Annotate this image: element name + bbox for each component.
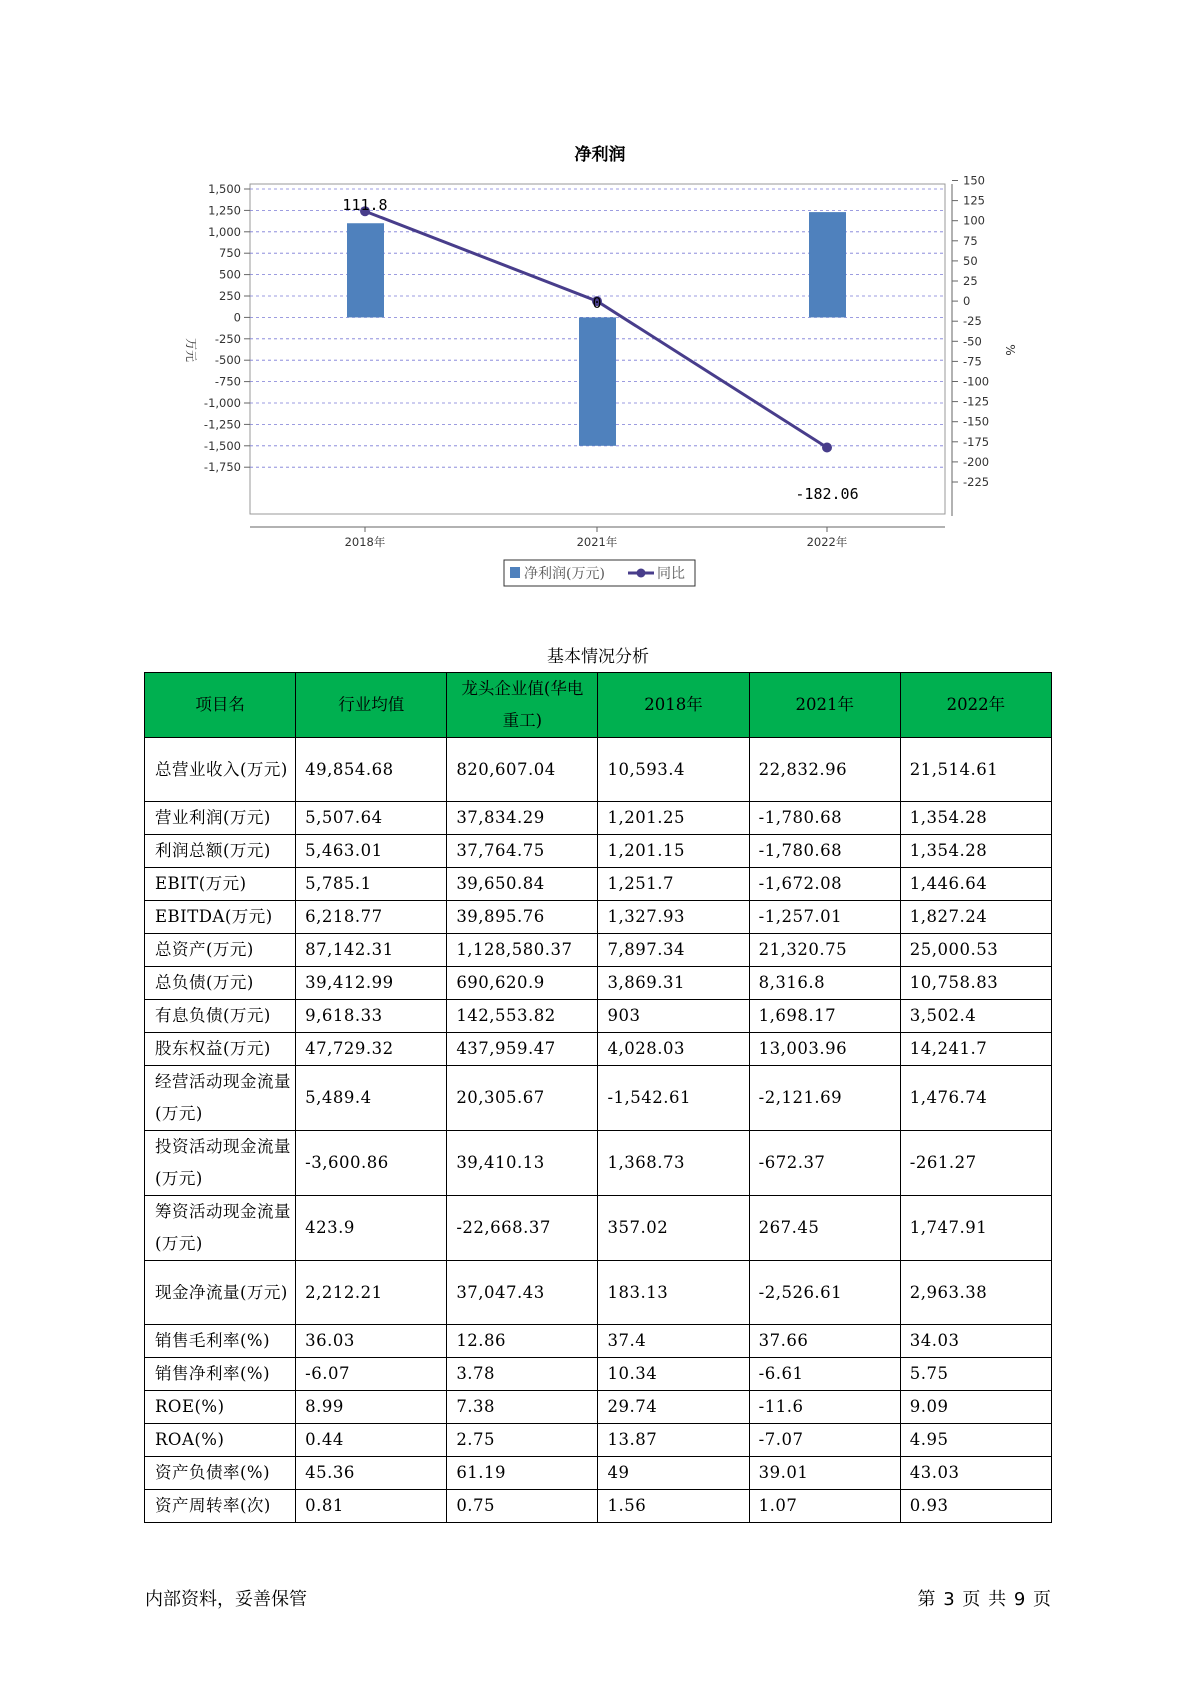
- value-cell: -11.6: [749, 1391, 900, 1424]
- value-cell: 45.36: [296, 1457, 447, 1490]
- row-label-cell: EBIT(万元): [145, 868, 296, 901]
- legend-bar-swatch: [510, 567, 520, 578]
- value-cell: 47,729.32: [296, 1033, 447, 1066]
- value-cell: 142,553.82: [447, 1000, 598, 1033]
- header-cell: 龙头企业值(华电重工): [447, 673, 598, 738]
- right-tick-label: -150: [963, 414, 990, 429]
- value-cell: 1,476.74: [900, 1066, 1051, 1131]
- bar-2022年: [809, 212, 846, 317]
- value-cell: 0.44: [296, 1424, 447, 1457]
- value-cell: 8,316.8: [749, 967, 900, 1000]
- value-cell: 21,320.75: [749, 934, 900, 967]
- row-label-cell: 营业利润(万元): [145, 802, 296, 835]
- row-label-cell: 筹资活动现金流量(万元): [145, 1196, 296, 1261]
- value-cell: 1,368.73: [598, 1131, 749, 1196]
- right-tick-label: -225: [963, 475, 990, 489]
- bar-2018年: [347, 223, 384, 317]
- row-label-cell: 投资活动现金流量(万元): [145, 1131, 296, 1196]
- row-label-cell: 资产周转率(次): [145, 1490, 296, 1523]
- row-label-cell: ROE(%): [145, 1391, 296, 1424]
- table-row: [145, 1358, 1052, 1391]
- value-cell: 1.56: [598, 1490, 749, 1523]
- row-label-cell: 销售毛利率(%): [145, 1325, 296, 1358]
- x-category-label: 2021年: [576, 535, 618, 549]
- right-tick-label: 125: [963, 193, 985, 208]
- value-cell: 267.45: [749, 1196, 900, 1261]
- right-tick-label: -125: [963, 394, 990, 409]
- right-tick-label: -100: [963, 374, 990, 389]
- left-axis-ticks: [204, 182, 250, 474]
- left-tick-label: -750: [214, 374, 241, 389]
- value-cell: 7.38: [447, 1391, 598, 1424]
- value-cell: 39,895.76: [447, 901, 598, 934]
- value-cell: 1,327.93: [598, 901, 749, 934]
- left-tick-label: -1,750: [203, 460, 241, 475]
- table-row: [145, 835, 1052, 868]
- table-row: [145, 1424, 1052, 1457]
- left-tick-label: 250: [219, 289, 241, 303]
- value-cell: 2,212.21: [296, 1261, 447, 1325]
- value-cell: 5,507.64: [296, 802, 447, 835]
- footer-page-number: 第 3 页 共 9 页: [917, 1589, 1051, 1610]
- value-cell: 5,785.1: [296, 868, 447, 901]
- row-label-cell: EBITDA(万元): [145, 901, 296, 934]
- value-cell: 61.19: [447, 1457, 598, 1490]
- basic-analysis-table: [144, 672, 1052, 1523]
- right-axis-ticks: [952, 174, 989, 517]
- table-caption: 基本情况分析: [547, 647, 649, 667]
- value-cell: 37.66: [749, 1325, 900, 1358]
- right-tick-label: -25: [963, 314, 982, 329]
- value-cell: 10,758.83: [900, 967, 1051, 1000]
- row-label-cell: 总营业收入(万元): [145, 738, 296, 802]
- table-row: [145, 1325, 1052, 1358]
- value-cell: 13,003.96: [749, 1033, 900, 1066]
- data-label: 0: [592, 294, 602, 312]
- value-cell: 437,959.47: [447, 1033, 598, 1066]
- value-cell: 1,354.28: [900, 802, 1051, 835]
- table-row: [145, 1261, 1052, 1325]
- table-row: [145, 934, 1052, 967]
- data-label: -182.06: [795, 485, 859, 503]
- value-cell: 1,827.24: [900, 901, 1051, 934]
- legend-line-label: 同比: [657, 566, 685, 582]
- table-row: [145, 1131, 1052, 1196]
- left-tick-label: -500: [214, 353, 241, 368]
- value-cell: 5.75: [900, 1358, 1051, 1391]
- legend-line-marker: [637, 569, 646, 578]
- value-cell: 25,000.53: [900, 934, 1051, 967]
- value-cell: 29.74: [598, 1391, 749, 1424]
- table-row: [145, 967, 1052, 1000]
- table-row: [145, 1490, 1052, 1523]
- value-cell: 87,142.31: [296, 934, 447, 967]
- value-cell: -672.37: [749, 1131, 900, 1196]
- right-tick-label: 0: [963, 294, 971, 309]
- value-cell: 21,514.61: [900, 738, 1051, 802]
- value-cell: 8.99: [296, 1391, 447, 1424]
- value-cell: 5,463.01: [296, 835, 447, 868]
- value-cell: 20,305.67: [447, 1066, 598, 1131]
- footer-confidential-note: 内部资料，妥善保管: [145, 1589, 307, 1610]
- value-cell: 10.34: [598, 1358, 749, 1391]
- value-cell: 39,650.84: [447, 868, 598, 901]
- value-cell: 22,832.96: [749, 738, 900, 802]
- value-cell: 39.01: [749, 1457, 900, 1490]
- value-cell: 43.03: [900, 1457, 1051, 1490]
- value-cell: -1,780.68: [749, 802, 900, 835]
- value-cell: 3.78: [447, 1358, 598, 1391]
- value-cell: 37,834.29: [447, 802, 598, 835]
- value-cell: 1,446.64: [900, 868, 1051, 901]
- value-cell: 37,764.75: [447, 835, 598, 868]
- right-tick-label: -75: [963, 354, 982, 369]
- value-cell: 3,869.31: [598, 967, 749, 1000]
- value-cell: 10,593.4: [598, 738, 749, 802]
- table-header-row: [145, 673, 1052, 738]
- value-cell: -1,672.08: [749, 868, 900, 901]
- data-label: 111.8: [342, 196, 388, 214]
- header-cell: 项目名: [145, 673, 296, 738]
- value-cell: 820,607.04: [447, 738, 598, 802]
- value-cell: 37.4: [598, 1325, 749, 1358]
- table-row: [145, 1000, 1052, 1033]
- row-label-cell: 利润总额(万元): [145, 835, 296, 868]
- chart-title: 净利润: [574, 145, 626, 165]
- value-cell: 690,620.9: [447, 967, 598, 1000]
- right-tick-label: 50: [963, 253, 978, 268]
- left-tick-label: 0: [233, 310, 241, 325]
- value-cell: 3,502.4: [900, 1000, 1051, 1033]
- table-row: [145, 1391, 1052, 1424]
- value-cell: 49,854.68: [296, 738, 447, 802]
- row-label-cell: 现金净流量(万元): [145, 1261, 296, 1325]
- table-row: [145, 802, 1052, 835]
- value-cell: 39,412.99: [296, 967, 447, 1000]
- value-cell: 0.81: [296, 1490, 447, 1523]
- value-cell: -261.27: [900, 1131, 1051, 1196]
- value-cell: -6.61: [749, 1358, 900, 1391]
- header-cell: 2018年: [598, 673, 749, 738]
- right-tick-label: -175: [963, 434, 990, 449]
- table-body: [145, 738, 1052, 1523]
- left-tick-label: -1,250: [203, 417, 241, 432]
- value-cell: 49: [598, 1457, 749, 1490]
- table-row: [145, 868, 1052, 901]
- value-cell: 1,128,580.37: [447, 934, 598, 967]
- table-row: [145, 1457, 1052, 1490]
- table-row: [145, 1066, 1052, 1131]
- value-cell: 1,201.15: [598, 835, 749, 868]
- left-tick-label: 1,000: [208, 224, 241, 239]
- row-label-cell: 经营活动现金流量(万元): [145, 1066, 296, 1131]
- left-tick-label: -250: [214, 331, 241, 346]
- right-tick-label: 25: [963, 274, 978, 288]
- right-tick-label: 75: [963, 233, 978, 248]
- chart-canvas: [0, 0, 1191, 600]
- chart-legend: [504, 560, 695, 586]
- value-cell: -1,257.01: [749, 901, 900, 934]
- category-labels: [250, 527, 945, 549]
- x-category-label: 2022年: [806, 535, 848, 549]
- net-profit-chart: [0, 0, 1191, 600]
- value-cell: -22,668.37: [447, 1196, 598, 1261]
- value-cell: -7.07: [749, 1424, 900, 1457]
- value-cell: 37,047.43: [447, 1261, 598, 1325]
- left-tick-label: 1,500: [208, 182, 241, 196]
- row-label-cell: 资产负债率(%): [145, 1457, 296, 1490]
- header-cell: 行业均值: [296, 673, 447, 738]
- row-label-cell: 股东权益(万元): [145, 1033, 296, 1066]
- value-cell: 2.75: [447, 1424, 598, 1457]
- row-label-cell: 有息负债(万元): [145, 1000, 296, 1033]
- table-row: [145, 738, 1052, 802]
- right-axis-unit: %: [1003, 344, 1017, 356]
- value-cell: 1.07: [749, 1490, 900, 1523]
- value-cell: 1,354.28: [900, 835, 1051, 868]
- value-cell: 6,218.77: [296, 901, 447, 934]
- row-label-cell: 总负债(万元): [145, 967, 296, 1000]
- left-tick-label: -1,000: [203, 396, 241, 410]
- value-cell: -2,121.69: [749, 1066, 900, 1131]
- value-cell: 423.9: [296, 1196, 447, 1261]
- right-tick-label: -50: [963, 334, 982, 349]
- table-row: [145, 901, 1052, 934]
- left-tick-label: 500: [219, 267, 241, 282]
- left-tick-label: 750: [219, 246, 241, 261]
- yoy-point: [822, 442, 832, 452]
- table-row: [145, 1196, 1052, 1261]
- value-cell: 2,963.38: [900, 1261, 1051, 1325]
- value-cell: 1,747.91: [900, 1196, 1051, 1261]
- value-cell: 4,028.03: [598, 1033, 749, 1066]
- value-cell: 9,618.33: [296, 1000, 447, 1033]
- table-row: [145, 1033, 1052, 1066]
- right-tick-label: 150: [963, 173, 985, 188]
- value-cell: 4.95: [900, 1424, 1051, 1457]
- value-cell: 13.87: [598, 1424, 749, 1457]
- right-tick-label: -200: [963, 454, 990, 469]
- legend-bar-label: 净利润(万元): [524, 566, 605, 582]
- value-cell: -6.07: [296, 1358, 447, 1391]
- value-cell: 9.09: [900, 1391, 1051, 1424]
- row-label-cell: 销售净利率(%): [145, 1358, 296, 1391]
- left-tick-label: 1,250: [208, 203, 241, 218]
- value-cell: -2,526.61: [749, 1261, 900, 1325]
- x-category-label: 2018年: [344, 535, 386, 549]
- value-cell: 903: [598, 1000, 749, 1033]
- value-cell: 36.03: [296, 1325, 447, 1358]
- value-cell: 1,201.25: [598, 802, 749, 835]
- bar-2021年: [579, 317, 616, 445]
- value-cell: 1,698.17: [749, 1000, 900, 1033]
- value-cell: 39,410.13: [447, 1131, 598, 1196]
- value-cell: -1,780.68: [749, 835, 900, 868]
- value-cell: 0.93: [900, 1490, 1051, 1523]
- value-cell: 5,489.4: [296, 1066, 447, 1131]
- header-cell: 2022年: [900, 673, 1051, 738]
- value-cell: 14,241.7: [900, 1033, 1051, 1066]
- left-axis-unit: 万元: [184, 337, 198, 363]
- value-cell: 34.03: [900, 1325, 1051, 1358]
- value-cell: 357.02: [598, 1196, 749, 1261]
- row-label-cell: ROA(%): [145, 1424, 296, 1457]
- value-cell: -1,542.61: [598, 1066, 749, 1131]
- row-label-cell: 总资产(万元): [145, 934, 296, 967]
- value-cell: 7,897.34: [598, 934, 749, 967]
- value-cell: -3,600.86: [296, 1131, 447, 1196]
- right-tick-label: 100: [963, 213, 985, 228]
- header-cell: 2021年: [749, 673, 900, 738]
- left-tick-label: -1,500: [203, 438, 241, 453]
- value-cell: 12.86: [447, 1325, 598, 1358]
- value-cell: 183.13: [598, 1261, 749, 1325]
- value-cell: 1,251.7: [598, 868, 749, 901]
- value-cell: 0.75: [447, 1490, 598, 1523]
